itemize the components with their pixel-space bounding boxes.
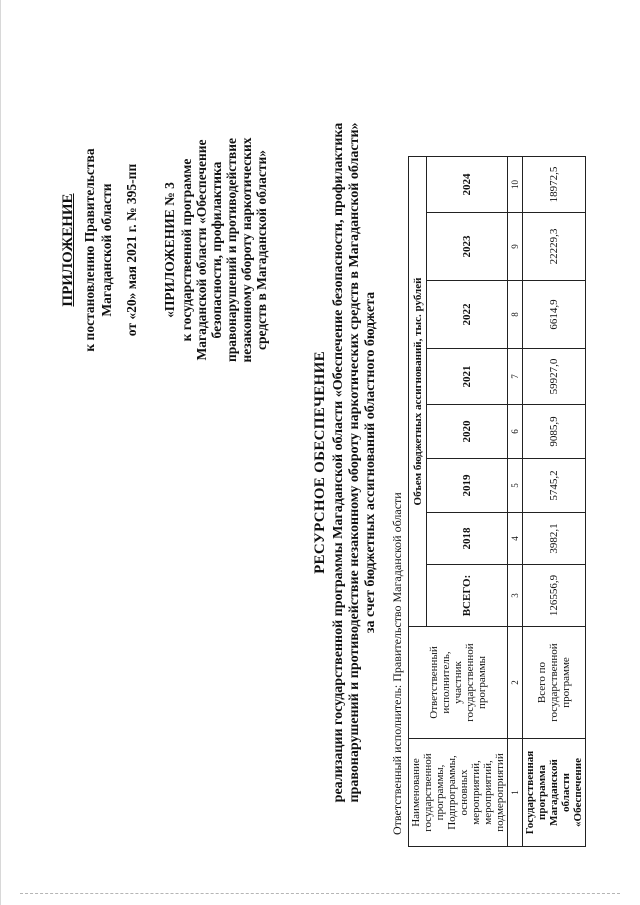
header-year: 2024 xyxy=(427,157,508,213)
row-value: 6614,9 xyxy=(523,281,586,349)
document-title xyxy=(312,50,379,875)
header-name: Наименование государственной программы, Подпрограммы, основных мероприятий, мероприятий, подмероприятий xyxy=(409,739,508,847)
table-row xyxy=(523,157,586,847)
program-appendix-line: правонарушений и противодействие xyxy=(224,138,239,362)
appendix-heading: ПРИЛОЖЕНИЕ xyxy=(60,193,76,307)
header-year: 2023 xyxy=(427,213,508,281)
program-appendix-line: к государственной программе xyxy=(179,158,194,342)
header-executor: Ответственный исполнитель, участник государственной программы xyxy=(409,627,508,739)
title-line-2: правонарушений и противодействие незаконному обороту наркотических средств в Магаданской области» xyxy=(347,122,362,803)
column-number: 8 xyxy=(508,281,523,349)
column-number: 6 xyxy=(508,405,523,459)
appendix-line-1: к постановлению Правительства xyxy=(82,148,97,352)
header-total: ВСЕГО: xyxy=(427,565,508,627)
program-appendix-line: средств в Магаданской области» xyxy=(254,150,269,350)
column-number: 4 xyxy=(508,513,523,565)
row-value: 59927,0 xyxy=(523,349,586,405)
header-year: 2020 xyxy=(427,405,508,459)
program-appendix-heading: «ПРИЛОЖЕНИЕ № 3 xyxy=(162,182,177,318)
program-appendix-line: безопасности, профилактика xyxy=(209,161,224,339)
rotated-document-page xyxy=(58,50,618,875)
column-number: 1 xyxy=(508,739,523,847)
header-year: 2019 xyxy=(427,459,508,513)
program-appendix-line: Магаданской области «Обеспечение xyxy=(194,139,209,361)
row-executor: Всего по государственной программе xyxy=(523,627,586,739)
appendix-date-line: от «20» мая 2021 г. № 395-пп xyxy=(124,163,139,337)
row-total: 126556,9 xyxy=(523,565,586,627)
column-number-row xyxy=(508,157,523,847)
responsible-executor: Ответственный исполнитель: Правительство Магаданской области xyxy=(390,492,404,835)
program-appendix-line: незаконному обороту наркотических xyxy=(239,137,254,363)
row-value: 22229,3 xyxy=(523,213,586,281)
row-value: 3982,1 xyxy=(523,513,586,565)
title-line-3: за счет бюджетных ассигнований областного бюджета xyxy=(363,291,378,634)
column-number: 9 xyxy=(508,213,523,281)
row-value: 5745,2 xyxy=(523,459,586,513)
header-volume: Объем бюджетных ассигнований, тыс. рублей xyxy=(409,157,427,627)
resource-table xyxy=(408,156,586,847)
program-appendix-block xyxy=(162,55,269,445)
column-number: 3 xyxy=(508,565,523,627)
header-year: 2022 xyxy=(427,281,508,349)
column-number: 5 xyxy=(508,459,523,513)
table-header-row xyxy=(409,157,427,847)
row-value: 18972,5 xyxy=(523,157,586,213)
scan-bottom-rule xyxy=(20,893,620,894)
column-number: 2 xyxy=(508,627,523,739)
header-year: 2021 xyxy=(427,349,508,405)
row-program-name: Государственная программа Магаданской области «Обеспечение xyxy=(523,739,586,847)
title-main: РЕСУРСНОЕ ОБЕСПЕЧЕНИЕ xyxy=(312,351,328,574)
column-number: 10 xyxy=(508,157,523,213)
appendix-block xyxy=(60,55,140,445)
row-value: 9085,9 xyxy=(523,405,586,459)
header-year: 2018 xyxy=(427,513,508,565)
appendix-line-2: Магаданской области xyxy=(99,183,114,317)
title-line-1: реализации государственной программы Магаданской области «Обеспечение безопасности, профилактика xyxy=(331,122,346,803)
column-number: 7 xyxy=(508,349,523,405)
